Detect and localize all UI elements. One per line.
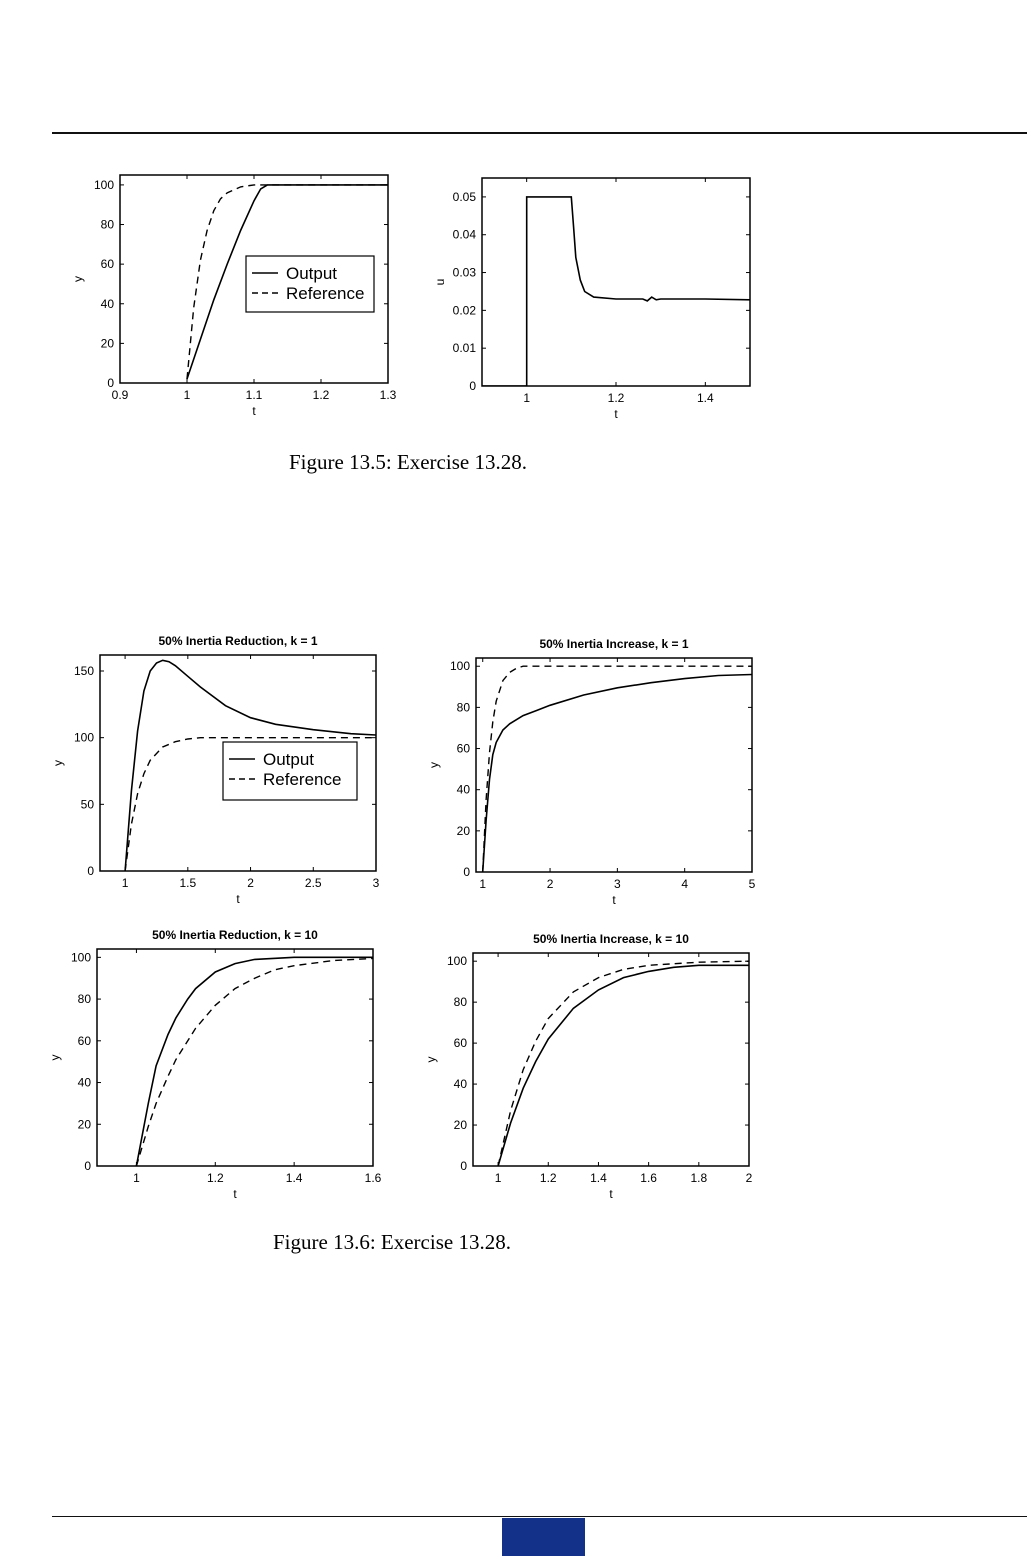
x-tick-label: 2 (745, 1171, 753, 1185)
y-axis-label: y (71, 276, 85, 282)
fig6-top-left-chart (45, 625, 405, 910)
header-rule (52, 132, 1027, 134)
y-tick-label: 60 (453, 1036, 467, 1051)
y-tick-label: 0 (463, 865, 470, 879)
y-tick-label: 0 (87, 864, 94, 878)
figure-13-5-caption: Figure 13.5: Exercise 13.28. (289, 450, 527, 474)
series-line-output (498, 965, 749, 1166)
fig5-right-chart (420, 160, 780, 430)
y-axis-label: y (427, 762, 441, 768)
y-tick-label: 80 (100, 217, 114, 232)
legend-label-output: Output (286, 264, 338, 283)
y-tick-label: 40 (456, 782, 470, 797)
series-line-output (136, 957, 373, 1166)
plot-frame (473, 953, 749, 1166)
chart-title: 50% Inertia Increase, k = 10 (533, 932, 689, 946)
x-axis-label: t (233, 1187, 237, 1201)
x-tick-label: 1.6 (640, 1171, 657, 1185)
chart-title: 50% Inertia Reduction, k = 1 (158, 634, 318, 648)
x-tick-label: 5 (748, 877, 756, 891)
x-tick-label: 2 (247, 876, 254, 890)
figure-13-6-caption: Figure 13.6: Exercise 13.28. (273, 1230, 511, 1254)
y-tick-label: 20 (453, 1118, 467, 1133)
x-tick-label: 3 (372, 876, 380, 890)
y-tick-label: 100 (70, 950, 91, 965)
y-tick-label: 0.04 (452, 227, 476, 242)
plot-frame (482, 178, 750, 386)
y-tick-label: 80 (77, 992, 91, 1007)
x-tick-label: 2.5 (304, 876, 322, 890)
series-line-reference (136, 958, 373, 1166)
y-tick-label: 0 (469, 379, 476, 393)
footer-rule (52, 1516, 1027, 1517)
x-tick-label: 0.9 (111, 388, 129, 402)
fig6-bottom-left-chart (45, 918, 405, 1203)
x-tick-label: 1.5 (179, 876, 197, 890)
y-tick-label: 40 (453, 1077, 467, 1092)
y-tick-label: 0 (84, 1159, 91, 1173)
x-tick-label: 1.6 (364, 1171, 382, 1185)
y-tick-label: 0.05 (452, 189, 476, 204)
x-tick-label: 1.2 (312, 388, 330, 402)
x-tick-label: 1 (479, 877, 487, 891)
y-tick-label: 100 (449, 659, 470, 674)
y-axis-label: y (51, 760, 65, 766)
y-tick-label: 80 (456, 700, 470, 715)
x-tick-label: 1.2 (607, 391, 625, 405)
y-tick-label: 40 (77, 1075, 91, 1090)
x-tick-label: 1 (494, 1171, 502, 1185)
x-tick-label: 4 (681, 877, 689, 891)
x-tick-label: 2 (546, 877, 554, 891)
x-tick-label: 1.4 (696, 391, 714, 405)
x-tick-label: 1 (183, 388, 191, 402)
y-tick-label: 60 (456, 741, 470, 756)
x-tick-label: 1.3 (379, 388, 397, 402)
x-tick-label: 1.4 (590, 1171, 607, 1185)
y-tick-label: 50 (80, 797, 94, 812)
chart-title: 50% Inertia Reduction, k = 10 (152, 928, 318, 942)
y-tick-label: 40 (100, 296, 114, 311)
y-axis-label: y (48, 1054, 62, 1061)
x-tick-label: 3 (614, 877, 621, 891)
y-tick-label: 60 (100, 257, 114, 272)
legend-label-reference: Reference (286, 284, 365, 303)
plot-frame (476, 658, 752, 872)
y-tick-label: 0.03 (452, 265, 476, 280)
y-tick-label: 0 (107, 376, 114, 390)
y-tick-label: 80 (453, 995, 467, 1010)
fig6-bottom-right-chart (415, 918, 785, 1203)
legend-label-reference: Reference (263, 770, 342, 789)
y-tick-label: 60 (77, 1033, 91, 1048)
series-line-reference (483, 666, 752, 872)
chart-legend (223, 742, 357, 800)
x-axis-label: t (612, 893, 616, 907)
y-tick-label: 100 (446, 954, 467, 969)
legend-label-output: Output (263, 750, 315, 769)
y-tick-label: 0.02 (452, 303, 476, 318)
x-tick-label: 1.8 (690, 1171, 708, 1185)
x-tick-label: 1.2 (206, 1171, 224, 1185)
x-axis-label: t (609, 1187, 613, 1201)
x-tick-label: 1.4 (285, 1171, 303, 1185)
y-tick-label: 20 (456, 823, 470, 838)
x-tick-label: 1 (523, 391, 531, 405)
y-tick-label: 20 (77, 1117, 91, 1132)
y-tick-label: 0.01 (452, 341, 476, 356)
series-line-reference (498, 961, 749, 1166)
series-line-0 (482, 197, 750, 386)
series-line-output (483, 675, 752, 873)
fig5-left-chart (70, 160, 430, 430)
x-tick-label: 1 (121, 876, 129, 890)
x-axis-label: t (236, 892, 240, 906)
x-tick-label: 1.1 (245, 388, 263, 402)
y-tick-label: 100 (73, 730, 94, 745)
y-tick-label: 150 (73, 664, 94, 678)
x-axis-label: t (252, 404, 256, 418)
y-axis-label: y (424, 1056, 438, 1063)
chart-legend (246, 256, 374, 312)
fig6-top-right-chart (415, 625, 785, 910)
chart-title: 50% Inertia Increase, k = 1 (539, 637, 689, 651)
x-tick-label: 1.2 (539, 1171, 557, 1185)
y-axis-label: u (433, 278, 447, 286)
plot-frame (97, 949, 373, 1166)
y-tick-label: 20 (100, 336, 114, 351)
y-tick-label: 0 (460, 1159, 467, 1173)
x-tick-label: 1 (133, 1171, 140, 1185)
x-axis-label: t (614, 407, 618, 421)
y-tick-label: 100 (93, 177, 114, 192)
page-tab (502, 1518, 585, 1556)
